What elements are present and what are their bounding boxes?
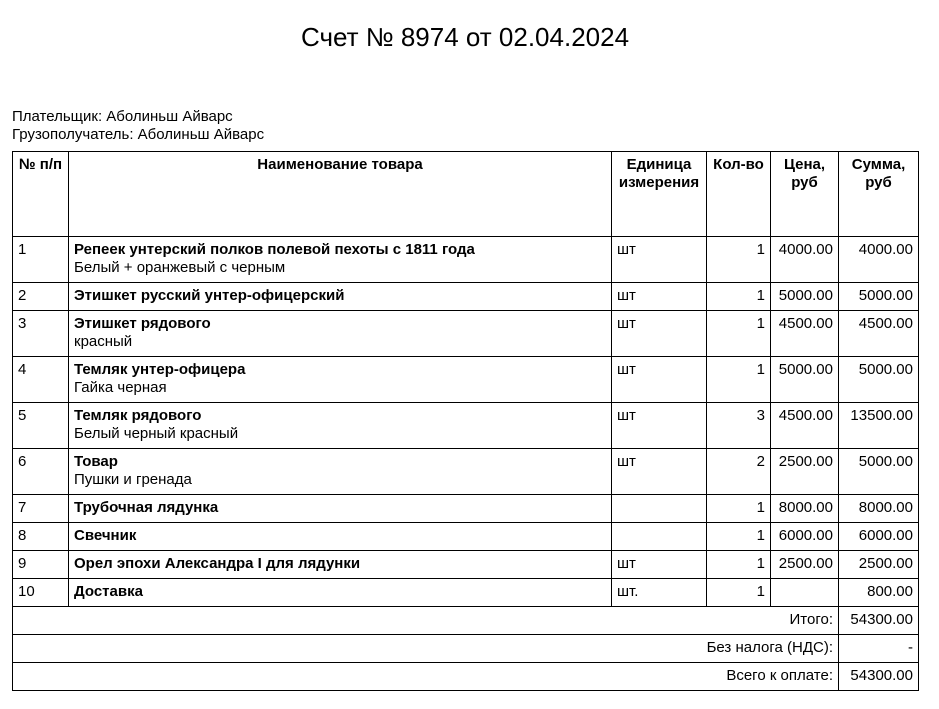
table-row bbox=[13, 579, 919, 607]
col-header-num: № п/п bbox=[13, 152, 69, 237]
grand-total-value: 54300.00 bbox=[839, 663, 919, 691]
item-price: 4000.00 bbox=[771, 237, 839, 283]
item-unit: шт bbox=[612, 357, 707, 403]
item-description: Гайка черная bbox=[74, 379, 167, 396]
item-sum: 5000.00 bbox=[839, 357, 919, 403]
item-unit: шт bbox=[612, 551, 707, 579]
row-number: 10 bbox=[13, 579, 69, 607]
item-unit bbox=[612, 523, 707, 551]
col-header-price: Цена, руб bbox=[771, 152, 839, 237]
total-row bbox=[13, 607, 919, 635]
item-sum: 4500.00 bbox=[839, 311, 919, 357]
table-row bbox=[13, 403, 919, 449]
total-label: Итого: bbox=[13, 607, 839, 635]
grand-total-label: Всего к оплате: bbox=[13, 663, 839, 691]
item-sum: 13500.00 bbox=[839, 403, 919, 449]
col-header-unit: Единица измерения bbox=[612, 152, 707, 237]
row-number: 3 bbox=[13, 311, 69, 357]
item-name: Орел эпохи Александра I для лядунки bbox=[74, 555, 361, 572]
table-row bbox=[13, 237, 919, 283]
item-name-cell bbox=[69, 551, 612, 579]
item-name: Свечник bbox=[74, 527, 137, 544]
item-sum: 8000.00 bbox=[839, 495, 919, 523]
item-name-cell bbox=[69, 403, 612, 449]
item-unit: шт. bbox=[612, 579, 707, 607]
item-unit: шт bbox=[612, 237, 707, 283]
item-unit: шт bbox=[612, 311, 707, 357]
item-unit: шт bbox=[612, 449, 707, 495]
row-number: 2 bbox=[13, 283, 69, 311]
col-header-qty: Кол-во bbox=[707, 152, 771, 237]
row-number: 4 bbox=[13, 357, 69, 403]
item-name-cell bbox=[69, 283, 612, 311]
item-unit: шт bbox=[612, 283, 707, 311]
item-name: Товар bbox=[74, 453, 118, 470]
item-price: 2500.00 bbox=[771, 551, 839, 579]
item-sum: 2500.00 bbox=[839, 551, 919, 579]
row-number: 6 bbox=[13, 449, 69, 495]
table-row bbox=[13, 357, 919, 403]
item-name: Репеек унтерский полков полевой пехоты с 1811 года bbox=[74, 241, 475, 258]
item-name-cell bbox=[69, 311, 612, 357]
table-row bbox=[13, 283, 919, 311]
item-unit bbox=[612, 495, 707, 523]
item-qty: 1 bbox=[707, 283, 771, 311]
grand-total-row bbox=[13, 663, 919, 691]
table-row bbox=[13, 523, 919, 551]
item-price bbox=[771, 579, 839, 607]
item-price: 4500.00 bbox=[771, 311, 839, 357]
item-qty: 3 bbox=[707, 403, 771, 449]
item-description: красный bbox=[74, 333, 133, 350]
item-name-cell bbox=[69, 523, 612, 551]
tax-row bbox=[13, 635, 919, 663]
item-name: Доставка bbox=[74, 583, 143, 600]
row-number: 5 bbox=[13, 403, 69, 449]
item-qty: 2 bbox=[707, 449, 771, 495]
item-sum: 5000.00 bbox=[839, 449, 919, 495]
item-qty: 1 bbox=[707, 311, 771, 357]
item-sum: 5000.00 bbox=[839, 283, 919, 311]
col-header-name: Наименование товара bbox=[69, 152, 612, 237]
table-row bbox=[13, 449, 919, 495]
item-unit: шт bbox=[612, 403, 707, 449]
item-name: Этишкет рядового bbox=[74, 315, 211, 332]
item-price: 5000.00 bbox=[771, 283, 839, 311]
item-description: Пушки и гренада bbox=[74, 471, 192, 488]
table-row bbox=[13, 311, 919, 357]
item-price: 6000.00 bbox=[771, 523, 839, 551]
item-description: Белый черный красный bbox=[74, 425, 239, 442]
item-name: Темляк унтер-офицера bbox=[74, 361, 246, 378]
item-qty: 1 bbox=[707, 495, 771, 523]
item-sum: 6000.00 bbox=[839, 523, 919, 551]
item-price: 5000.00 bbox=[771, 357, 839, 403]
item-qty: 1 bbox=[707, 357, 771, 403]
total-value: 54300.00 bbox=[839, 607, 919, 635]
row-number: 1 bbox=[13, 237, 69, 283]
item-qty: 1 bbox=[707, 551, 771, 579]
item-sum: 4000.00 bbox=[839, 237, 919, 283]
tax-label: Без налога (НДС): bbox=[13, 635, 839, 663]
invoice-title: Счет № 8974 от 02.04.2024 bbox=[300, 22, 630, 52]
invoice-table bbox=[12, 151, 919, 691]
item-price: 4500.00 bbox=[771, 403, 839, 449]
item-name-cell bbox=[69, 449, 612, 495]
item-name: Темляк рядового bbox=[74, 407, 202, 424]
item-name-cell bbox=[69, 357, 612, 403]
table-row bbox=[13, 495, 919, 523]
item-qty: 1 bbox=[707, 523, 771, 551]
table-header-row bbox=[13, 152, 919, 237]
row-number: 9 bbox=[13, 551, 69, 579]
item-price: 8000.00 bbox=[771, 495, 839, 523]
item-name: Трубочная лядунка bbox=[74, 499, 219, 516]
item-sum: 800.00 bbox=[839, 579, 919, 607]
item-description: Белый + оранжевый с черным bbox=[74, 259, 286, 276]
tax-value: - bbox=[839, 635, 919, 663]
item-qty: 1 bbox=[707, 237, 771, 283]
item-name-cell bbox=[69, 495, 612, 523]
payer-line: Плательщик: Аболиньш Айварс bbox=[12, 108, 233, 125]
item-qty: 1 bbox=[707, 579, 771, 607]
row-number: 7 bbox=[13, 495, 69, 523]
col-header-sum: Сумма, руб bbox=[839, 152, 919, 237]
row-number: 8 bbox=[13, 523, 69, 551]
item-name: Этишкет русский унтер-офицерский bbox=[74, 287, 345, 304]
table-row bbox=[13, 551, 919, 579]
item-name-cell bbox=[69, 237, 612, 283]
item-name-cell bbox=[69, 579, 612, 607]
item-price: 2500.00 bbox=[771, 449, 839, 495]
consignee-line: Грузополучатель: Аболиньш Айварс bbox=[12, 126, 265, 143]
